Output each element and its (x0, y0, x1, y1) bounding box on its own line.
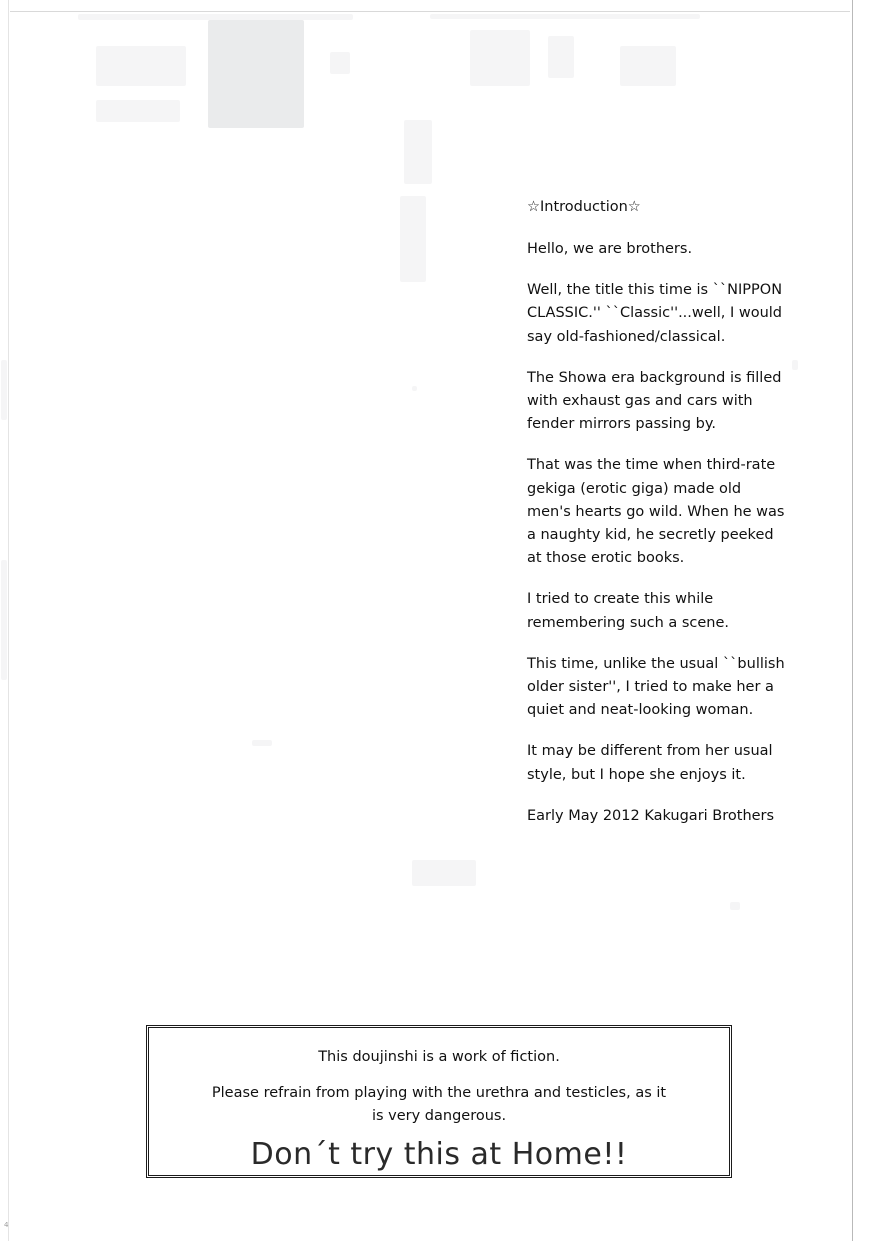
show-through-artifact (252, 740, 272, 746)
show-through-artifact (96, 46, 186, 86)
show-through-artifact (404, 120, 432, 184)
afterword-paragraph: It may be different from her usual style, but I hope she enjoys it. (527, 743, 773, 783)
show-through-artifact (1, 560, 7, 680)
afterword-paragraph: The Showa era background is filled with exhaust gas and cars with fender mirrors passing by. (527, 369, 782, 433)
show-through-artifact (96, 100, 180, 122)
show-through-artifact (430, 14, 700, 19)
scan-edge-top (10, 11, 850, 12)
show-through-artifact (620, 46, 676, 86)
afterword-paragraph: Well, the title this time is ``NIPPON CLASSIC.'' ``Classic''...well, I would say old-fashioned/classical. (527, 282, 783, 345)
show-through-artifact (730, 902, 740, 910)
disclaimer-box (146, 1025, 732, 1178)
scan-edge-left (8, 0, 9, 1241)
show-through-artifact (470, 30, 530, 86)
disclaimer-slogan: Don´t try this at Home!! (250, 1137, 628, 1172)
afterword-signature: Early May 2012 Kakugari Brothers (527, 807, 775, 824)
afterword-paragraph: That was the time when third-rate gekiga (erotic giga) made old men's hearts go wild. When he was a naughty kid, he secretly peeked at those erotic books. (527, 457, 785, 567)
afterword-paragraph: I tried to create this while remembering such a scene. (527, 591, 730, 631)
show-through-artifact (412, 860, 476, 886)
afterword-paragraph: Hello, we are brothers. (527, 241, 693, 257)
show-through-artifact (400, 196, 426, 282)
page-corner-mark: 4 (4, 1221, 9, 1229)
afterword-paragraph: This time, unlike the usual ``bullish older sister'', I tried to make her a quiet and neat-looking woman. (527, 655, 785, 719)
scan-edge-right (852, 0, 853, 1241)
show-through-artifact (548, 36, 574, 78)
show-through-artifact (208, 20, 304, 128)
show-through-artifact (330, 52, 350, 74)
disclaimer-inner-border (148, 1027, 730, 1176)
show-through-artifact (412, 386, 417, 391)
afterword-column (527, 196, 789, 828)
disclaimer-line-2: Please refrain from playing with the urethra and testicles, as it is very dangerous. (211, 1085, 667, 1124)
show-through-artifact (792, 360, 798, 370)
afterword-heading: ☆Introduction☆ (527, 199, 641, 215)
disclaimer-line-1: This doujinshi is a work of fiction. (318, 1049, 560, 1065)
show-through-artifact (1, 360, 7, 420)
